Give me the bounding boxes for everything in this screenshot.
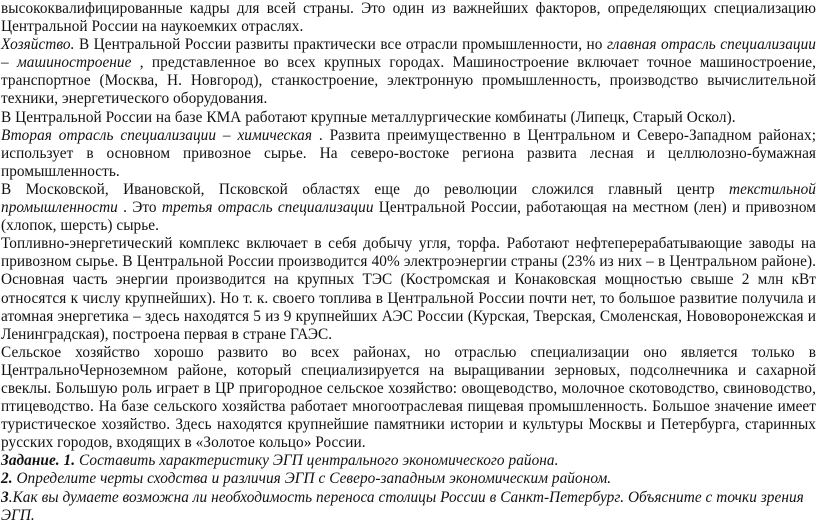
task-number: 2. <box>1 470 13 488</box>
paragraph-textile <box>1 181 816 235</box>
paragraph-energy <box>1 235 816 344</box>
paragraph-text: Топливно-энергетический комплекс включает в себя добычу угля, торфа. Работают нефтеперерабатывающие заводы на привозном сырье. В Центральной России производится 40% электроэнергии страны (23% из них – в Центральном районе). Основная часть энергии производится на крупных ТЭС (Костромская и Конаковская мощностью свыше 2 млн кВт относятся к числу крупнейших). Но т. к. своего топлива в Центральной России почти нет, то большое развитие получила и атомная энергетика – здесь находятся 5 из 9 крупнейших АЭС России (Курская, Тверская, Смоленская, Нововоронежская и Ленинградская), построена первая в стране ГАЭС. <box>1 235 816 343</box>
paragraph-text: . Это <box>117 199 162 217</box>
emphasis-text: Вторая отрасль специализации – химическая <box>1 126 313 144</box>
task-text: Составить характеристику ЭГП центрального экономического района. <box>75 452 559 470</box>
paragraph-text: высококвалифицированные кадры для всей страны. Это один из важнейших факторов, определяющих специализацию Центральной России на наукоемких отраслях. <box>1 0 816 36</box>
paragraph-text: , представленное во всех крупных городах. Машиностроение включает точное машиностроение, транспортное (Москва, Н. Новгород), станкостроение, электронную промышленность, производство вычислительной техники, энергетического оборудования. <box>1 54 816 108</box>
task-text: Определите черты сходства и различия ЭГП с Северо-западным экономическим районом. <box>12 470 612 488</box>
paragraph-text: . Развита преимущественно в Центральном и Северо-Западном районах; использует в основном привозное сырье. На северо-востоке региона развита лесная и целлюлозно-бумажная промышленность. <box>1 126 816 180</box>
paragraph-chemistry <box>1 127 816 181</box>
emphasis-text: текстильной промышленности <box>1 180 816 217</box>
paragraph-text: Центральной России, работающая на местном (лен) и привозном (хлопок, шерсть) сырье. <box>1 199 816 235</box>
paragraph-metallurgy <box>1 109 816 127</box>
paragraph-intro <box>1 0 816 36</box>
section-label: Хозяйство. <box>1 36 75 54</box>
task-3 <box>1 489 816 525</box>
task-text: .Как вы думаете возможна ли необходимость переноса столицы России в Санкт-Петербург. Объясните с точки зрения ЭГП. <box>1 488 804 524</box>
task-1 <box>1 452 816 470</box>
task-number: Задание. 1. <box>1 452 76 470</box>
paragraph-text: Сельское хозяйство хорошо развито во всех районах, но отраслью специализации оно является только в ЦентральноЧерноземном районе, который специализируется на выращивании зерновых, подсолнечника и сахарной свеклы. Большую роль играет в ЦР пригородное сельское хозяйство: овощеводство, молочное скотоводство, свиноводство, птицеводство. На базе сельского хозяйства работает многоотраслевая пищевая промышленность. Большое значение имеет туристическое хозяйство. Здесь находятся крупнейшие памятники истории и культуры Москвы и Петербурга, старинных русских городов, входящих в «Золотое кольцо» России. <box>1 343 816 452</box>
paragraph-text: В Московской, Ивановской, Псковской областях еще до революции сложился главный центр <box>1 180 730 198</box>
emphasis-text: главная отрасль специализации – машиностроение <box>1 36 816 72</box>
paragraph-agriculture <box>1 344 816 453</box>
task-number: 3 <box>1 488 9 506</box>
paragraph-economy <box>1 36 816 108</box>
emphasis-text: третья отрасль специализации <box>161 199 374 217</box>
paragraph-text: В Центральной России развиты практически все отрасли промышленности, но <box>74 36 607 54</box>
paragraph-text: В Центральной России на базе КМА работают крупные металлургические комбинаты (Липецк, Старый Оскол). <box>1 108 736 126</box>
task-2 <box>1 470 816 488</box>
